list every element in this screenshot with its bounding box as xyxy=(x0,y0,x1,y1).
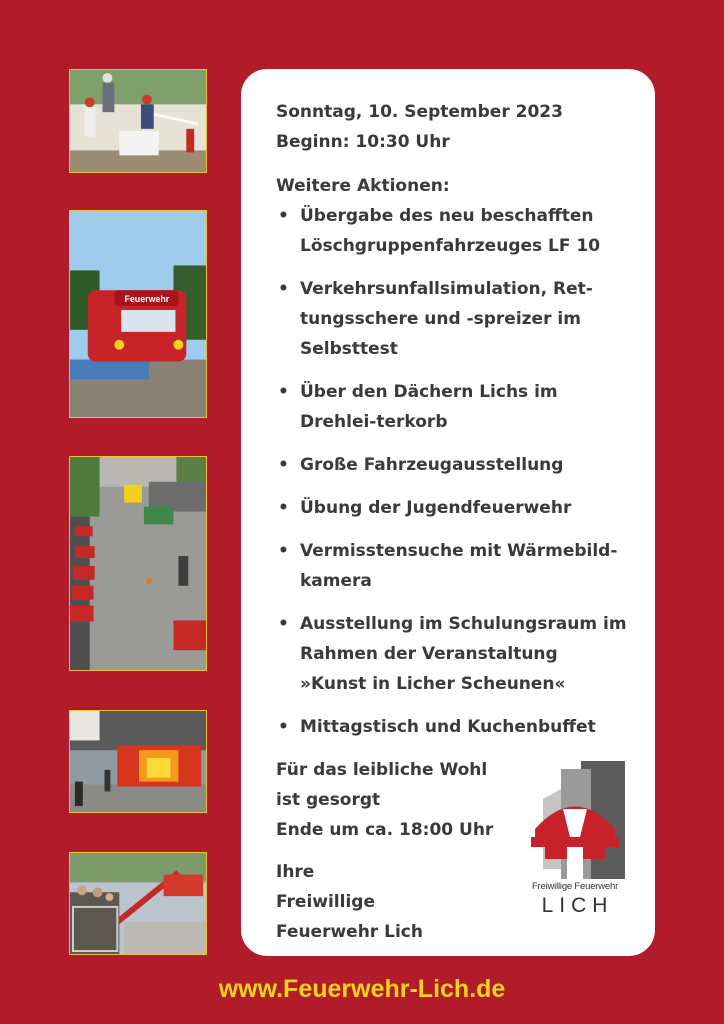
signature-line-2: Freiwillige xyxy=(276,892,375,912)
website-link[interactable]: www.Feuerwehr-Lich.de xyxy=(218,975,506,1003)
photo-aerial-vehicle-exhibition xyxy=(69,456,207,671)
logo-caption-small: Freiwillige Feuerwehr xyxy=(531,881,619,892)
actions-list xyxy=(276,201,629,742)
list-item: • Verkehrsunfallsimulation, Ret-tungsschere und -spreizer im Selbsttest xyxy=(276,274,629,364)
end-time: Ende um ca. 18:00 Uhr xyxy=(276,820,494,840)
list-item: • Mittagstisch und Kuchenbuffet xyxy=(276,712,629,742)
photo-container-fire-drill xyxy=(69,710,207,813)
list-item: • Große Fahrzeugausstellung xyxy=(276,450,629,480)
food-line-2: ist gesorgt xyxy=(276,790,381,810)
logo-caption-big: LICH xyxy=(541,894,614,917)
info-panel xyxy=(241,69,655,956)
list-item: • Über den Dächern Lichs im Drehlei-terkorb xyxy=(276,377,629,437)
list-item: • Übung der Jugendfeuerwehr xyxy=(276,493,629,523)
food-line-1: Für das leibliche Wohl xyxy=(276,760,488,780)
photo-turntable-ladder-basket xyxy=(69,852,207,955)
signature-line-1: Ihre xyxy=(276,862,315,882)
event-date-block xyxy=(276,97,629,157)
list-item: • Vermisstensuche mit Wärmebild-kamera xyxy=(276,536,629,596)
event-date: Sonntag, 10. September 2023 xyxy=(276,102,563,122)
list-item: • Ausstellung im Schulungsraum im Rahmen der Veranstaltung »Kunst in Licher Scheunen« xyxy=(276,609,629,699)
signature-line-3: Feuerwehr Lich xyxy=(276,922,423,942)
photo-bouncy-fire-truck xyxy=(69,210,207,418)
event-start-time: Beginn: 10:30 Uhr xyxy=(276,132,450,152)
list-item: • Übergabe des neu beschafften Löschgruppenfahrzeuges LF 10 xyxy=(276,201,629,261)
actions-heading: Weitere Aktionen: xyxy=(276,176,450,196)
logo-caption xyxy=(523,881,627,919)
photo-kids-water-spray xyxy=(69,69,207,173)
truck-label-text: Feuerwehr xyxy=(124,294,170,305)
